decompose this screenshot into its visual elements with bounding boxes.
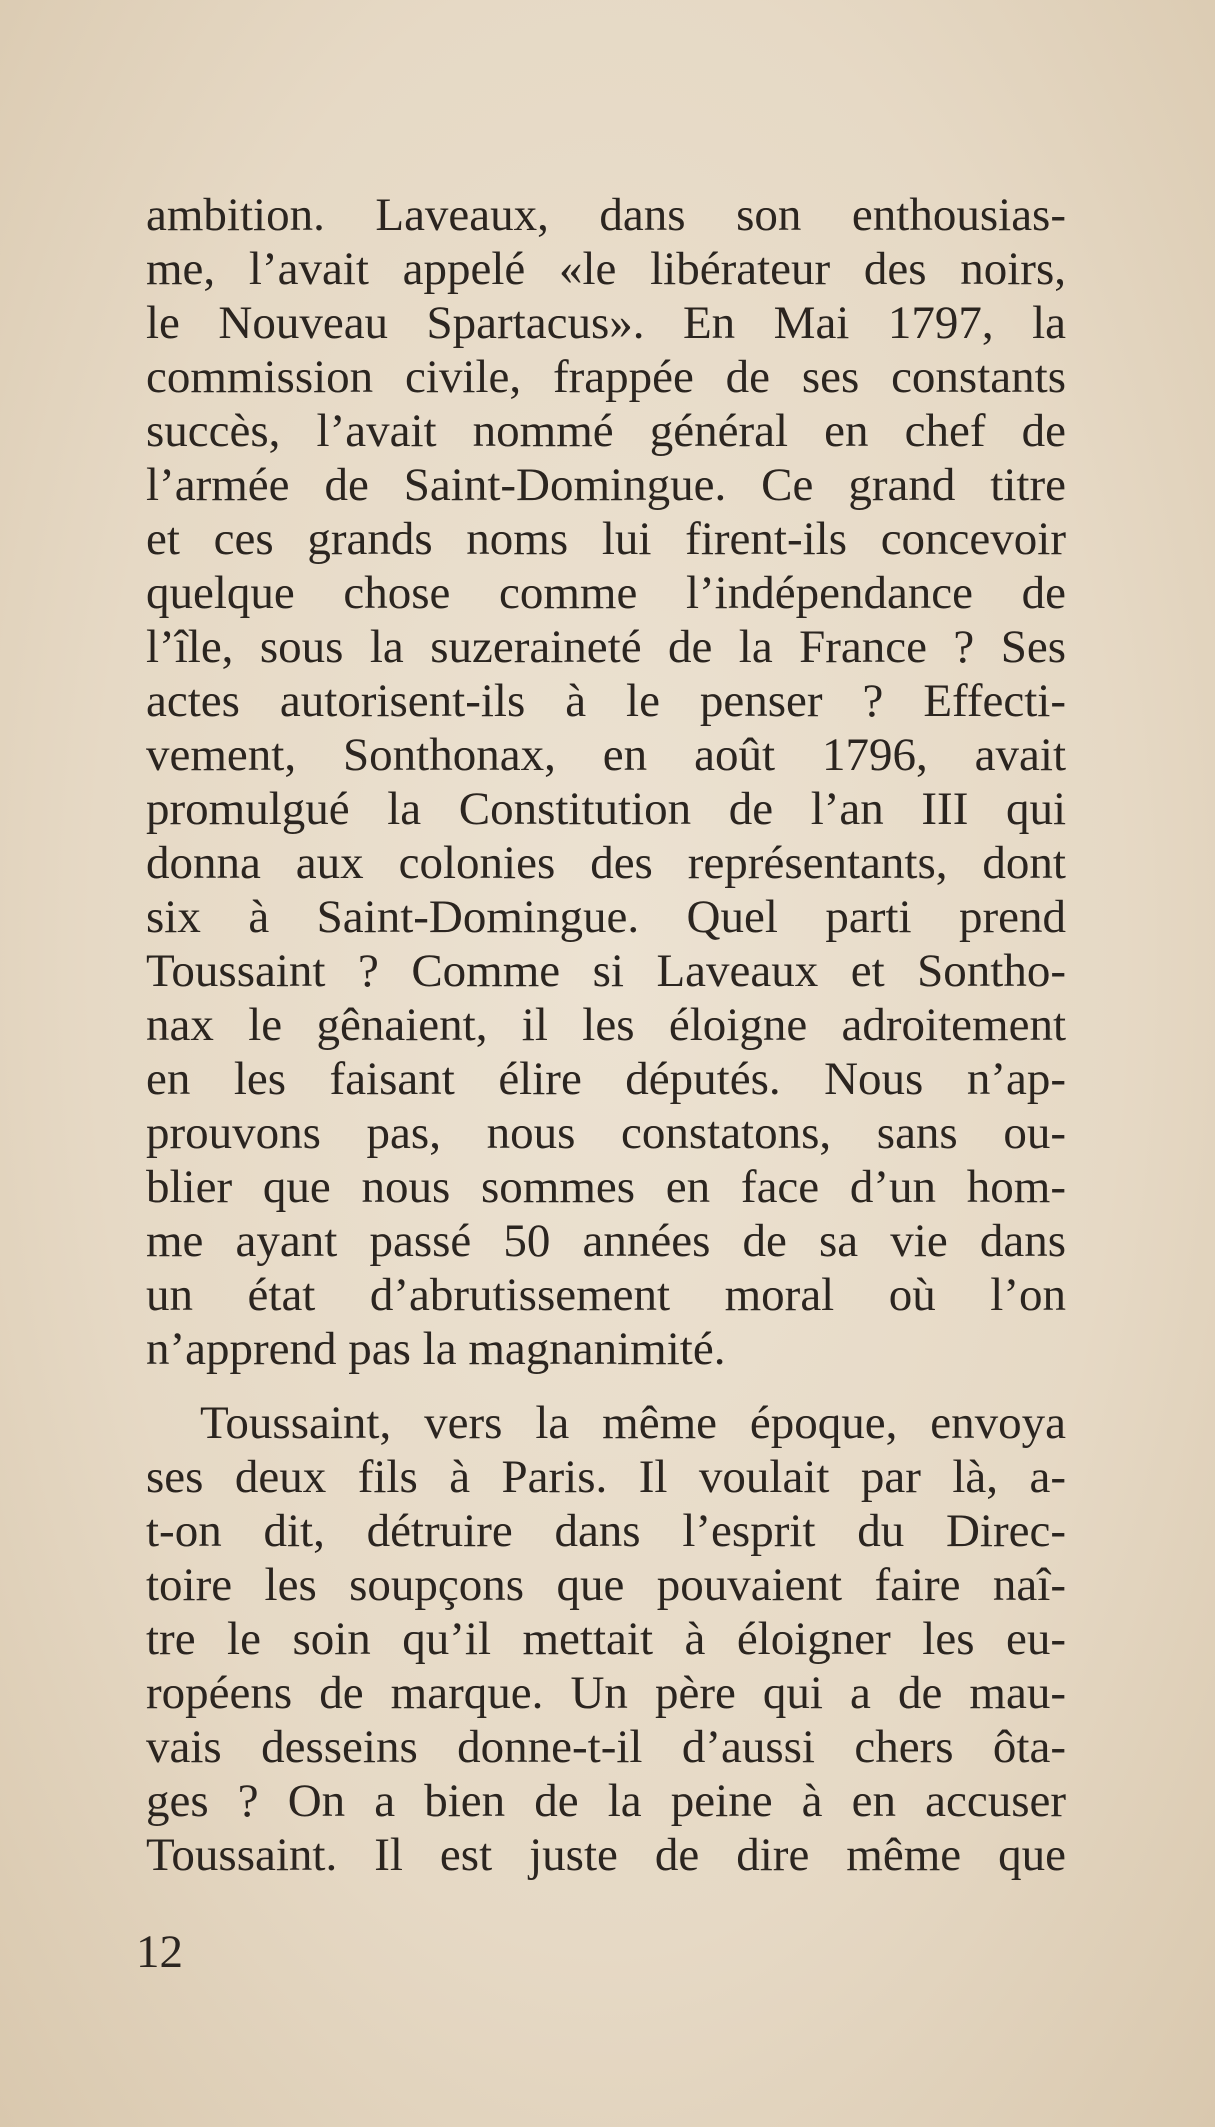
text-line: six à Saint-Domingue. Quel parti prend (146, 891, 1066, 943)
text-line: ropéens de marque. Un père qui a de mau- (146, 1667, 1066, 1719)
text-line: Toussaint. Il est juste de dire même que (146, 1829, 1066, 1881)
page-number: 12 (136, 1926, 183, 1978)
text-line: Toussaint, vers la même époque, envoya (200, 1397, 1066, 1449)
text-line: me, l’avait appelé «le libérateur des noirs, (146, 243, 1066, 295)
text-line: vais desseins donne-t-il d’aussi chers ôta- (146, 1721, 1066, 1773)
text-line: l’île, sous la suzeraineté de la France ? Ses (146, 621, 1066, 673)
text-line: toire les soupçons que pouvaient faire naî- (146, 1559, 1066, 1611)
text-line: prouvons pas, nous constatons, sans ou- (146, 1107, 1066, 1159)
text-line: succès, l’avait nommé général en chef de (146, 405, 1066, 457)
text-line: promulgué la Constitution de l’an III qui (146, 783, 1066, 835)
text-line: un état d’abrutissement moral où l’on (146, 1269, 1066, 1321)
text-line: Toussaint ? Comme si Laveaux et Sontho- (146, 945, 1066, 997)
paragraph (146, 1396, 1066, 1882)
text-line: vement, Sonthonax, en août 1796, avait (146, 729, 1066, 781)
text-line: ses deux fils à Paris. Il voulait par là, a- (146, 1451, 1066, 1503)
text-line: commission civile, frappée de ses constants (146, 351, 1066, 403)
text-line: blier que nous sommes en face d’un hom- (146, 1161, 1066, 1213)
text-line: quelque chose comme l’indépendance de (146, 567, 1066, 619)
body-text (146, 188, 1066, 1882)
paragraph (146, 188, 1066, 1376)
text-line: donna aux colonies des représentants, dont (146, 837, 1066, 889)
text-line: ges ? On a bien de la peine à en accuser (146, 1775, 1066, 1827)
text-line: ambition. Laveaux, dans son enthousias- (146, 189, 1066, 241)
text-line: t-on dit, détruire dans l’esprit du Direc- (146, 1505, 1066, 1557)
text-line: n’apprend pas la magnanimité. (146, 1323, 726, 1375)
text-line: tre le soin qu’il mettait à éloigner les eu- (146, 1613, 1066, 1665)
text-line: nax le gênaient, il les éloigne adroitement (146, 999, 1066, 1051)
text-line: actes autorisent-ils à le penser ? Effecti- (146, 675, 1066, 727)
text-line: le Nouveau Spartacus». En Mai 1797, la (146, 297, 1066, 349)
text-line: et ces grands noms lui firent-ils concevoir (146, 513, 1066, 565)
text-line: en les faisant élire députés. Nous n’ap- (146, 1053, 1066, 1105)
text-line: l’armée de Saint-Domingue. Ce grand titre (146, 459, 1066, 511)
text-line: me ayant passé 50 années de sa vie dans (146, 1215, 1066, 1267)
